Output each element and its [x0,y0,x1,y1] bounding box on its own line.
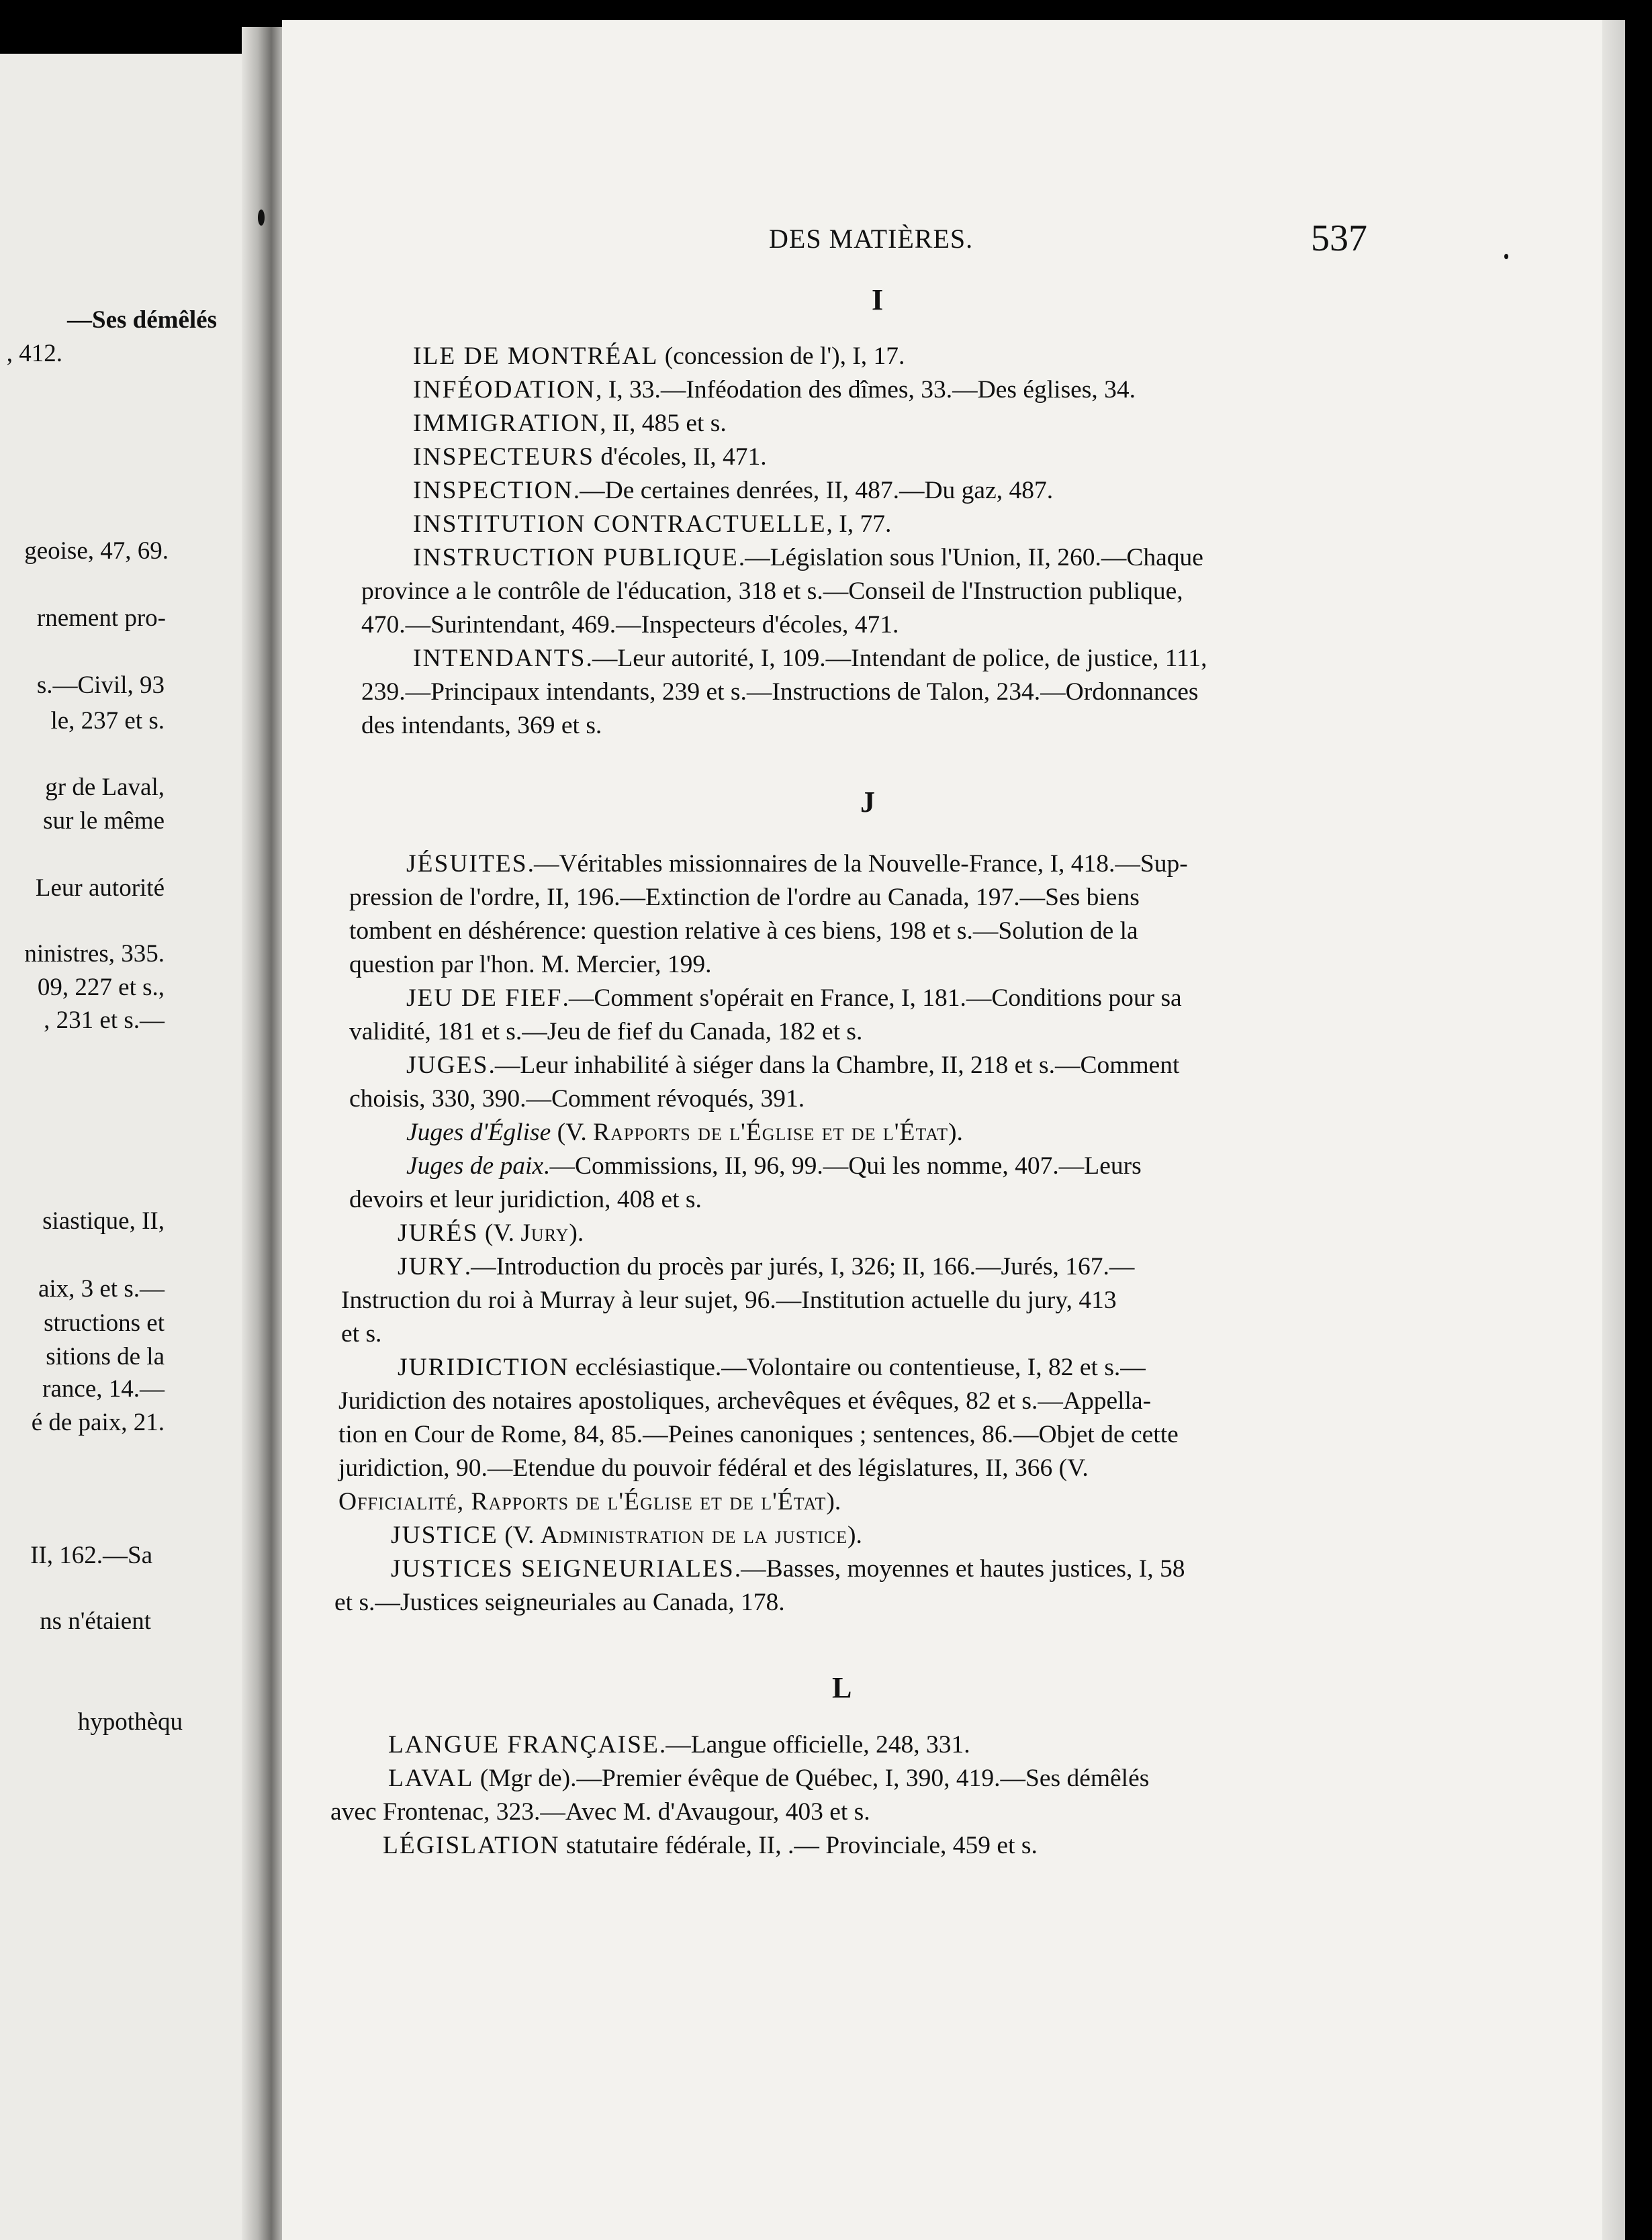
entry-text: ). [569,1219,584,1247]
index-entry-continuation [338,1422,1179,1448]
entry-text: , II, 485 et s. [600,410,727,437]
left-line: aix, 3 et s.— [38,1275,165,1303]
left-line: ninistres, 335. [24,940,165,968]
left-line: rance, 14.— [42,1375,165,1403]
entry-text: ecclésiastique.—Volontaire ou contentieuse, I, 82 et s.— [569,1354,1146,1381]
entry-text: .—Législation sous l'Union, II, 260.—Chaque [738,544,1203,571]
index-entry-continuation [349,952,712,978]
index-entry-continuation [334,1590,785,1616]
entry-text: pression de l'ordre, II, 196.—Extinction de l'ordre au Canada, 197.—Ses biens [349,884,1140,911]
index-entry [406,986,1182,1011]
entry-text: (Mgr de).—Premier évêque de Québec, I, 390, 419.—Ses démêlés [473,1765,1150,1792]
entry-text: Instruction du roi à Murray à leur sujet, 96.—Institution actuelle du jury, 413 [341,1287,1117,1314]
index-entry-continuation [349,1187,702,1213]
entry-text: (concession de l'), I, 17. [658,342,905,370]
entry-text: province a le contrôle de l'éducation, 318 et s.—Conseil de l'Instruction publique, [361,577,1183,605]
left-line: hypothèqu [77,1708,183,1736]
left-line: rnement pro- [36,604,166,632]
entry-heading: LANGUE FRANÇAISE [388,1731,659,1759]
entry-text: d'écoles, II, 471. [594,443,767,471]
entry-heading: ILE DE MONTRÉAL [413,342,659,370]
entry-heading: LAVAL [388,1765,474,1792]
index-entry [398,1221,584,1246]
entry-text: .—Comment s'opérait en France, I, 181.—Conditions pour sa [562,984,1182,1012]
left-line: sur le même [43,807,165,835]
entry-text: tion en Cour de Rome, 84, 85.—Peines canoniques ; sentences, 86.—Objet de cette [338,1421,1179,1448]
left-line: , 231 et s.— [44,1007,165,1034]
left-line: geoise, 47, 69. [24,537,169,565]
entry-text: des intendants, 369 et s. [361,712,602,739]
entry-text: tombent en déshérence: question relative à ces biens, 198 et s.—Solution de la [349,917,1138,945]
left-line: —Ses démêlés [67,306,217,334]
left-line: 09, 227 et s., [37,974,165,1001]
index-entry-continuation [338,1389,1151,1414]
entry-text: choisis, 330, 390.—Comment révoqués, 391. [349,1085,805,1113]
entry-heading: Juges de paix [406,1152,544,1180]
entry-text: (V. [551,1119,594,1146]
left-line: Leur autorité [35,874,165,902]
entry-heading: JURIDICTION [398,1354,569,1381]
index-entry [413,411,727,436]
cross-reference: Officialité, Rapports de l'Église et de l'État [338,1488,827,1515]
index-entry [413,377,1136,403]
entry-text: validité, 181 et s.—Jeu de fief du Canada, 182 et s. [349,1018,863,1045]
index-entry-continuation [338,1456,1089,1481]
entry-text: .—Leur autorité, I, 109.—Intendant de police, de justice, 111, [586,645,1207,672]
left-line: gr de Laval, [45,774,165,801]
entry-text: question par l'hon. M. Mercier, 199. [349,951,712,978]
index-entry-continuation [338,1489,841,1515]
left-line: II, 162.—Sa [30,1542,152,1569]
entry-heading: INSTRUCTION PUBLIQUE [413,544,739,571]
index-entry [413,344,905,369]
entry-text: .—Véritables missionnaires de la Nouvelle-France, I, 418.—Sup- [527,850,1188,878]
right-page [282,20,1625,2240]
left-line: s.—Civil, 93 [36,671,165,699]
entry-heading: JUSTICE [391,1522,498,1549]
index-entry-continuation [349,1086,805,1112]
entry-text: 239.—Principaux intendants, 239 et s.—Instructions de Talon, 234.—Ordonnances [361,678,1199,706]
entry-text: juridiction, 90.—Etendue du pouvoir fédéral et des législatures, II, 366 (V. [338,1454,1089,1482]
index-entry [388,1766,1149,1791]
entry-heading: JÉSUITES [406,850,528,878]
section-letter-i: I [872,283,884,316]
index-entry [413,646,1207,671]
left-line: siastique, II, [42,1207,165,1235]
index-entry-continuation [361,680,1199,705]
left-line: ns n'étaient [40,1607,151,1635]
entry-text: .—Basses, moyennes et hautes justices, I, 58 [734,1555,1185,1583]
cross-reference: Jury [520,1219,569,1247]
entry-text: et s.—Justices seigneuriales au Canada, 178. [334,1589,785,1616]
index-entry [391,1556,1185,1582]
entry-heading: JUGES [406,1052,489,1079]
cross-reference: Administration de la justice [540,1522,848,1549]
entry-text: Juridiction des notaires apostoliques, archevêques et évêques, 82 et s.—Appella- [338,1387,1152,1415]
index-entry-continuation [341,1288,1117,1313]
running-head: DES MATIÈRES. [769,224,974,254]
index-entry [391,1523,862,1548]
index-entry [413,478,1053,504]
entry-text: , I, 77. [826,510,892,538]
ink-speck [1504,254,1508,259]
index-entry [398,1355,1146,1381]
index-entry [406,1120,963,1146]
left-line: é de paix, 21. [31,1409,165,1436]
index-entry [413,512,891,537]
index-entry-continuation [330,1800,870,1825]
section-letter-j: J [860,786,875,819]
page-number: 537 [1311,218,1367,259]
entry-text: 470.—Surintendant, 469.—Inspecteurs d'écoles, 471. [361,611,899,639]
entry-heading: INSPECTION [413,477,573,504]
index-entry [383,1833,1038,1859]
index-entry [413,545,1203,571]
entry-heading: JURÉS [398,1219,479,1247]
entry-heading: Juges d'Église [406,1119,551,1146]
index-entry [413,445,767,470]
left-line: sitions de la [46,1343,165,1370]
ink-speck [258,209,265,226]
entry-text: , I, 33.—Inféodation des dîmes, 33.—Des églises, 34. [595,376,1136,404]
index-entry [406,851,1188,877]
entry-text: .—Leur inhabilité à siéger dans la Chambre, II, 218 et s.—Comment [488,1052,1180,1079]
entry-text: .—Langue officielle, 248, 331. [659,1731,970,1759]
index-entry-continuation [341,1321,381,1347]
entry-text: avec Frontenac, 323.—Avec M. d'Avaugour, 403 et s. [330,1798,870,1826]
entry-text: ). [847,1522,862,1549]
entry-text: (V. [498,1522,541,1549]
entry-text: devoirs et leur juridiction, 408 et s. [349,1186,702,1213]
entry-heading: INSTITUTION CONTRACTUELLE [413,510,827,538]
index-entry [406,1154,1142,1179]
entry-text: ). [826,1488,841,1515]
index-entry-continuation [349,1019,862,1045]
index-entry [398,1254,1134,1280]
index-entry-continuation [361,612,899,638]
index-entry-continuation [361,579,1183,604]
entry-heading: LÉGISLATION [383,1832,560,1859]
entry-heading: INTENDANTS [413,645,586,672]
page-edge [1602,20,1625,2240]
facing-page-fragment [0,54,259,2240]
entry-heading: JUSTICES SEIGNEURIALES [391,1555,735,1583]
entry-heading: IMMIGRATION [413,410,600,437]
index-entry-continuation [349,885,1140,911]
entry-text: .—Introduction du procès par jurés, I, 326; II, 166.—Jurés, 167.— [464,1253,1135,1280]
cross-reference: Rapports de l'Église et de l'État [593,1119,949,1146]
left-line: , 412. [6,340,62,367]
entry-text: ). [948,1119,963,1146]
entry-text: (V. [478,1219,521,1247]
entry-text: .—De certaines denrées, II, 487.—Du gaz, 487. [573,477,1054,504]
section-letter-l: L [832,1671,852,1704]
left-line: le, 237 et s. [50,707,165,735]
entry-heading: INSPECTEURS [413,443,594,471]
entry-heading: JEU DE FIEF [406,984,563,1012]
entry-heading: INFÉODATION [413,376,596,404]
left-line: structions et [44,1309,165,1337]
index-entry [406,1053,1179,1078]
index-entry-continuation [361,713,602,739]
entry-text: et s. [341,1320,382,1348]
entry-heading: JURY [398,1253,465,1280]
index-entry-continuation [349,919,1138,944]
entry-text: statutaire fédérale, II, .— Provinciale, 459 et s. [559,1832,1038,1859]
entry-text: .—Commissions, II, 96, 99.—Qui les nomme, 407.—Leurs [543,1152,1142,1180]
index-entry [388,1732,970,1758]
